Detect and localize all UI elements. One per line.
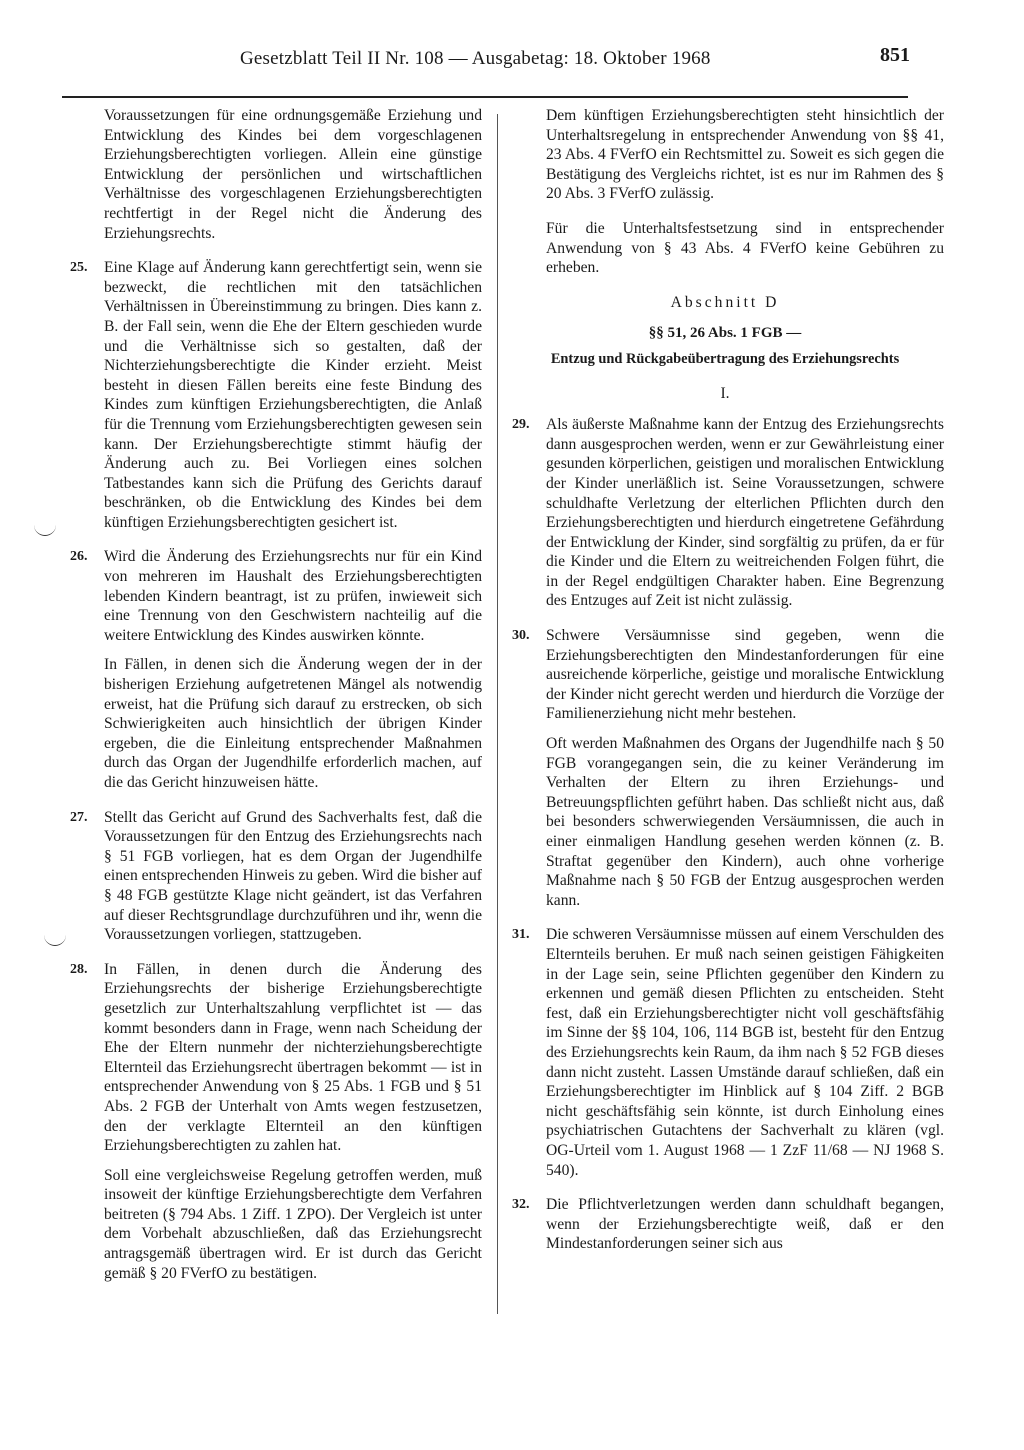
item-text: Die Pflichtverletzungen werden dann schuldhaft begangen, wenn der Erziehungsberechtigte weiß, daß er den Mindestanforderungen seiner sich aus (546, 1196, 944, 1253)
numbered-item-31 (506, 925, 944, 1180)
page-header (70, 44, 910, 84)
section-law-reference: §§ 51, 26 Abs. 1 FGB — (648, 325, 802, 342)
item-subparagraph: Oft werden Maßnahmen des Organs der Jugendhilfe nach § 50 FGB vorangegangen sein, die zu keiner Veränderung im Verhalten der Eltern zu ihren Erziehungs- und Betreuungspflichten geführt haben. Das schließt nicht aus, daß bei besonders schwerwiegenden Versäumnissen, die auch in einer einmaligen Handlung gesehen werden können (z. B. Straftat gegenüber den Kindern), auch ohne vorherige Maßnahme nach § 50 FGB der Entzug ausgesprochen werden kann. (546, 735, 944, 909)
item-number: 30. (512, 628, 530, 644)
section-heading (506, 293, 944, 403)
right-column (506, 106, 944, 1269)
right-intro-paragraph-1: Dem künftigen Erziehungsberechtigten steht hinsichtlich der Unterhaltsregelung in entsprechender Anwendung von §§ 41, 23 Abs. 4 FVerfO ein Rechtsmittel zu. Soweit es sich gegen die Bestätigung des Vergleichs richtet, ist es nur im Rahmen des § 20 Abs. 3 FVerfO zulässig. (546, 107, 944, 203)
left-column (64, 106, 482, 1298)
column-divider (497, 114, 498, 1314)
item-number: 28. (70, 961, 88, 977)
numbered-item-26 (64, 547, 482, 792)
numbered-item-32 (506, 1195, 944, 1254)
item-subparagraph: Soll eine vergleichsweise Regelung getroffen werden, muß insoweit der künftige Erziehungsberechtigte dem Verfahren beitreten (§ 794 Abs. 1 Ziff. 1 ZPO). Der Vergleich ist unter dem Vorbehalt abzuschließen, daß das Erziehungsrecht antragsgemäß übertragen wird. Er ist durch das Gericht gemäß § 20 FVerfO zu bestätigen. (104, 1166, 482, 1282)
item-number: 31. (512, 927, 530, 943)
item-text: Stellt das Gericht auf Grund des Sachverhalts fest, daß die Voraussetzungen für den Entzug des Erziehungsrechts nach § 51 FGB vorliegen, hat es dem Organ der Jugendhilfe einen entsprechenden Hinweis zu geben. Wird die bisher auf § 48 FGB gestützte Klage nicht geändert, ist das Verfahren auf dieser Rechtsgrundlage durchzuführen und ihr, wenn die Voraussetzungen vorliegen, stattzugeben. (104, 808, 482, 944)
numbered-item-28 (64, 960, 482, 1284)
item-number: 25. (70, 260, 88, 276)
item-text: Wird die Änderung des Erziehungsrechts nur für ein Kind von mehreren im Haushalt des Erziehungsberechtigten lebenden Kindern beantragt, ist zu prüfen, inwieweit sich eine Trennung von den Geschwistern nachteilig auf die weitere Entwicklung des Kindes auswirken könnte. (104, 548, 482, 644)
header-rule (62, 96, 908, 98)
header-title: Gesetzblatt Teil II Nr. 108 — Ausgabetag: 18. Oktober 1968 (240, 48, 711, 69)
left-intro-paragraph: Voraussetzungen für eine ordnungsgemäße Erziehung und Entwicklung des Kindes bei dem vorgeschlagenen Erziehungsberechtigten vorliegen. Allein eine günstige Entwicklung der persönlichen und wirtschaftlichen Verhältnisse des vorgeschlagenen Erziehungsberechtigten rechtfertigt in der Regel nicht die Änderung des Erziehungsrechts. (104, 107, 482, 242)
item-number: 32. (512, 1197, 530, 1213)
page-number: 851 (880, 44, 910, 66)
numbered-item-29 (506, 415, 944, 611)
section-title: Entzug und Rückgabeübertragung des Erziehungsrechts (550, 350, 900, 367)
section-subheading-roman: I. (720, 384, 730, 402)
item-text: Eine Klage auf Änderung kann gerechtfertigt sein, wenn sie bezweckt, die rechtlichen mit den tatsächlichen Verhältnissen in Übereinstimmung zu bringen. Dies kann z. B. der Fall sein, wenn die Ehe der Eltern geschieden wurde und die Verhältnisse sich so gestalten, daß der Nichterziehungsberechtigte die Kinder erzieht. Meist besteht in diesen Fällen bereits eine feste Bindung des Kindes zum künftigen Erziehungsberechtigten, die Anlaß für die Trennung vom Erziehungsberechtigten gewesen sein kann. Der Erziehungsberechtigte stimmt häufig der Änderung auch zu. Bei Vorliegen eines solchen Tatbestandes kann sich die Prüfung des Gerichts darauf beschränken, ob die Entwicklung des Kindes bei dem künftigen Erziehungsberechtigten gesichert ist. (104, 259, 482, 531)
right-intro-paragraph-2: Für die Unterhaltsfestsetzung sind in entsprechender Anwendung von § 43 Abs. 4 FVerfO keine Gebühren zu erheben. (546, 219, 944, 277)
item-text: In Fällen, in denen durch die Änderung des Erziehungsrechts der bisherige Erziehungsberechtigte gesetzlich zur Unterhaltszahlung verpflichtet ist — das kommt besonders dann in Frage, wenn nach Scheidung der Ehe der Eltern nunmehr der nichterziehungsberechtigte Elternteil das Erziehungsrecht übertragen bekommt — ist in entsprechender Anwendung von § 25 Abs. 1 FGB und § 51 Abs. 2 FGB der Unterhalt von Amts wegen festzusetzen, den der verklagte Elternteil an den künftigen Erziehungsberechtigten zu zahlen hat. (104, 960, 482, 1155)
item-subparagraph: In Fällen, in denen sich die Änderung wegen der in der bisherigen Erziehung aufgetretenen Mängel als notwendig erweist, hat die Prüfung sich darauf zu erstrecken, ob sich Schwierigkeiten auch hinsichtlich der übrigen Kinder ergeben, die die Einleitung entsprechender Maßnahmen durch das Organ der Jugendhilfe erforderlich machen, auf die das Gericht hinzuweisen hätte. (104, 656, 482, 791)
item-number: 26. (70, 549, 88, 565)
section-label: Abschnitt D (670, 293, 780, 311)
item-number: 27. (70, 809, 88, 825)
item-number: 29. (512, 417, 530, 433)
margin-mark (44, 935, 66, 946)
numbered-item-30 (506, 626, 944, 910)
item-text: Schwere Versäumnisse sind gegeben, wenn die Erziehungsberechtigten den Mindestanforderungen für eine ausreichende körperliche, geistige und moralische Entwicklung der Kinder nicht gerecht werden und hierdurch die Vorzüge der Familienerziehung nicht mehr bestehen. (546, 627, 944, 723)
numbered-item-27 (64, 808, 482, 945)
margin-mark (34, 525, 56, 536)
numbered-item-25 (64, 258, 482, 532)
item-text: Als äußerste Maßnahme kann der Entzug des Erziehungsrechts dann ausgesprochen werden, wenn er zur Gewährleistung einer gesunden körperlichen, geistigen und moralischen Entwicklung der Kinder unerläßlich ist. Seine Voraussetzungen, schwere schuldhafte Verletzung der elterlichen Pflichten durch den Erziehungsberechtigten und hierdurch eingetretene Gefährdung der Entwicklung der Kinder, sind sorgfältig zu prüfen, da er für die Kinder und die Eltern zu weitreichenden Folgen führt, die in der Regel endgültigen Charakter haben. Eine Begrenzung des Entzuges auf Zeit ist nicht zulässig. (546, 416, 944, 610)
item-text: Die schweren Versäumnisse müssen auf einem Verschulden des Elternteils beruhen. Er muß nach seinen geistigen Fähigkeiten in der Lage sein, seine Pflichten gegenüber den Kindern zu erkennen und gemäß diesen Pflichten zu entscheiden. Steht fest, daß ein Erziehungsberechtigter nicht voll geschäftsfähig im Sinne der §§ 104, 106, 114 BGB ist, besteht für den Entzug des Erziehungsrechts kein Raum, da ihm nach § 52 FGB dieses dann nicht zusteht. Lassen Umstände darauf schließen, daß ein Erziehungsberechtigter im Hinblick auf § 104 Ziff. 2 BGB nicht geschäftsfähig sein könnte, ist durch Einholung eines psychiatrischen Gutachtens der Sachverhalt zu klären (vgl. OG-Urteil vom 1. August 1968 — 1 ZzF 11/68 — NJ 1968 S. 540). (546, 926, 944, 1179)
